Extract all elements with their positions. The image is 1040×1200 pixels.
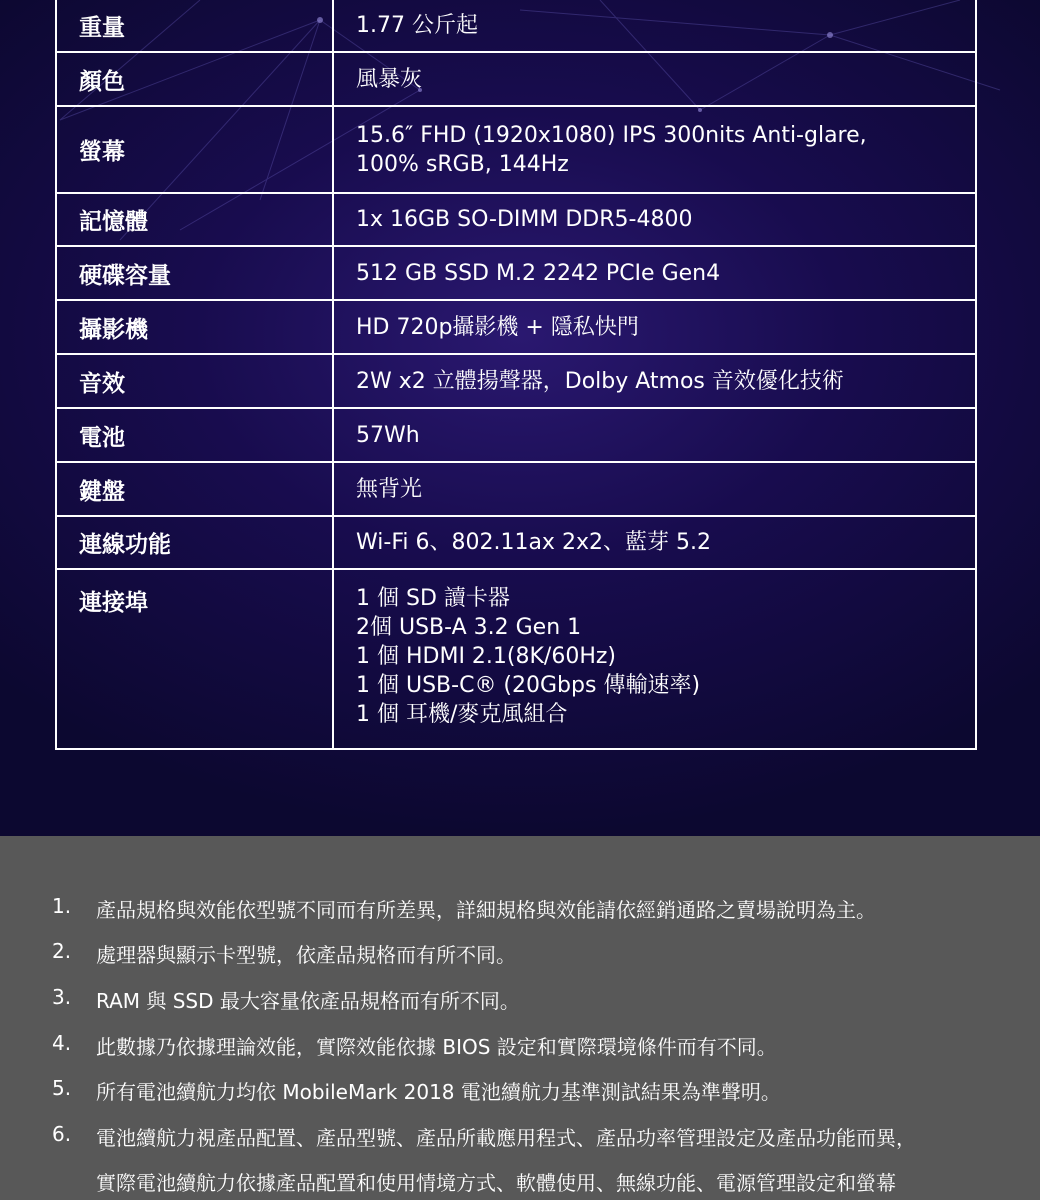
spec-label: 電池 xyxy=(56,408,333,462)
footnote-text: RAM 與 SSD 最大容量依產品規格而有所不同。 xyxy=(96,989,520,1013)
footnote-number: 5. xyxy=(52,1076,72,1100)
footnote-number: 6. xyxy=(52,1122,72,1146)
spec-label: 重量 xyxy=(56,0,333,52)
spec-label: 連線功能 xyxy=(56,516,333,569)
spec-label: 鍵盤 xyxy=(56,462,333,516)
spec-row-storage xyxy=(56,246,976,300)
spec-value: 512 GB SSD M.2 2242 PCIe Gen4 xyxy=(333,246,976,300)
footnotes xyxy=(0,836,1040,1200)
footnote-text: 所有電池續航力均依 MobileMark 2018 電池續航力基準測試結果為準聲明。 xyxy=(96,1080,781,1104)
spec-table xyxy=(55,0,977,750)
footnote-number: 1. xyxy=(52,894,72,918)
spec-label: 硬碟容量 xyxy=(56,246,333,300)
spec-label: 音效 xyxy=(56,354,333,408)
spec-row-camera xyxy=(56,300,976,354)
spec-row-connectivity xyxy=(56,516,976,569)
spec-value: 1.77 公斤起 xyxy=(333,0,976,52)
spec-row-memory xyxy=(56,193,976,246)
footnote-number: 2. xyxy=(52,939,72,963)
spec-row-color xyxy=(56,52,976,106)
footnote-text: 處理器與顯示卡型號，依產品規格而有所不同。 xyxy=(96,943,516,967)
spec-label: 螢幕 xyxy=(56,106,333,193)
spec-value: HD 720p攝影機 + 隱私快門 xyxy=(333,300,976,354)
spec-row-keyboard xyxy=(56,462,976,516)
spec-value: 15.6″ FHD (1920x1080) IPS 300nits Anti-glare, 100% sRGB, 144Hz xyxy=(333,106,976,193)
footnote-text: 電池續航力視產品配置、產品型號、產品所載應用程式、產品功率管理設定及產品功能而異， xyxy=(96,1126,916,1150)
spec-value: 無背光 xyxy=(333,462,976,516)
spec-label: 顏色 xyxy=(56,52,333,106)
footnote-text: 此數據乃依據理論效能，實際效能依據 BIOS 設定和實際環境條件而有不同。 xyxy=(96,1035,777,1059)
footnote-text: 實際電池續航力依據產品配置和使用情境方式、軟體使用、無線功能、電源管理設定和螢幕 xyxy=(96,1171,896,1195)
spec-row-audio xyxy=(56,354,976,408)
spec-value: Wi-Fi 6、802.11ax 2x2、藍芽 5.2 xyxy=(333,516,976,569)
footnote-text: 產品規格與效能依型號不同而有所差異，詳細規格與效能請依經銷通路之賣場說明為主。 xyxy=(96,898,876,922)
spec-row-weight xyxy=(56,0,976,52)
footnote-number: 4. xyxy=(52,1031,72,1055)
spec-row-ports xyxy=(56,569,976,749)
spec-value: 風暴灰 xyxy=(333,52,976,106)
spec-row-battery xyxy=(56,408,976,462)
spec-label: 記憶體 xyxy=(56,193,333,246)
spec-label: 連接埠 xyxy=(56,569,333,749)
spec-row-display xyxy=(56,106,976,193)
footnote-number: 3. xyxy=(52,985,72,1009)
spec-value: 57Wh xyxy=(333,408,976,462)
spec-value: 2W x2 立體揚聲器，Dolby Atmos 音效優化技術 xyxy=(333,354,976,408)
spec-value: 1 個 SD 讀卡器 2個 USB-A 3.2 Gen 1 1 個 HDMI 2.1(8K/60Hz) 1 個 USB-C® (20Gbps 傳輸速率) 1 個 耳機/麥克風組合 xyxy=(333,569,976,749)
spec-value: 1x 16GB SO-DIMM DDR5-4800 xyxy=(333,193,976,246)
spec-label: 攝影機 xyxy=(56,300,333,354)
